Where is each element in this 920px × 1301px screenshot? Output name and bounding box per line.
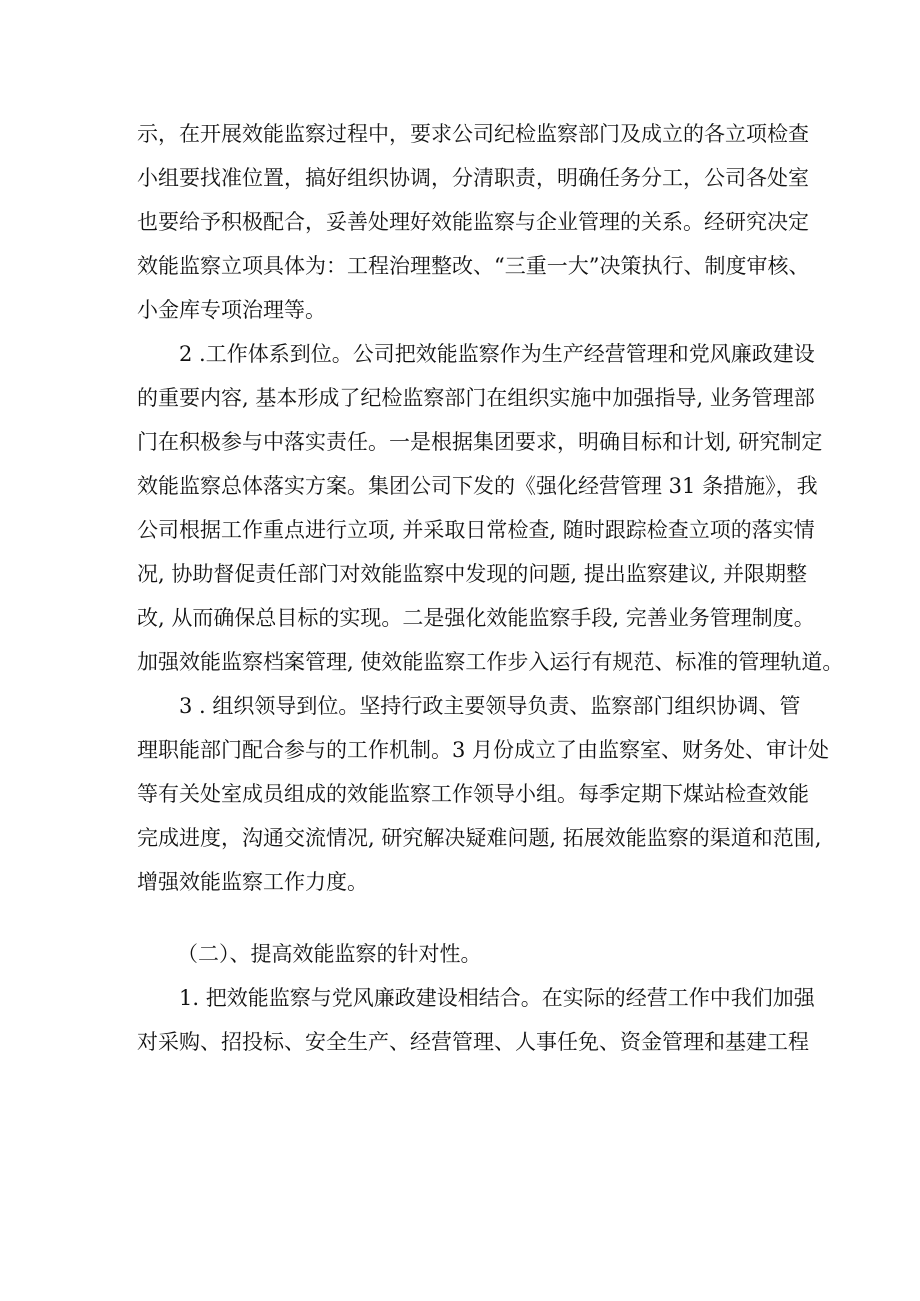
text-line: 公司根据工作重点进行立项, 并采取日常检查, 随时跟踪检查立项的落实情 xyxy=(137,518,815,542)
text-line: 的重要内容, 基本形成了纪检监察部门在组织实施中加强指导, 业务管理部 xyxy=(137,386,815,410)
heading-line: （二）、提高效能监察的针对性。 xyxy=(177,942,482,966)
text-line: 小金库专项治理等。 xyxy=(137,298,326,322)
text-line: 2 .工作体系到位。公司把效能监察作为生产经营管理和党风廉政建设 xyxy=(179,342,815,366)
text-line: 效能监察总体落实方案。集团公司下发的《强化经营管理 31 条措施》，我 xyxy=(137,474,818,498)
text-line: 示，在开展效能监察过程中，要求公司纪检监察部门及成立的各立项检查 xyxy=(137,122,809,146)
text-line: 加强效能监察档案管理, 使效能监察工作步入运行有规范、标准的管理轨道。 xyxy=(137,650,844,674)
text-line: 1. 把效能监察与党风廉政建设相结合。在实际的经营工作中我们加强 xyxy=(179,986,815,1010)
text-line: 增强效能监察工作力度。 xyxy=(137,870,368,894)
text-line: 改, 从而确保总目标的实现。二是强化效能监察手段, 完善业务管理制度。 xyxy=(137,606,815,630)
paragraph-5 xyxy=(137,976,815,1064)
paragraph-2 xyxy=(137,332,844,684)
section-gap xyxy=(137,904,792,932)
text-line: 门在积极参与中落实责任。一是根据集团要求，明确目标和计划, 研究制定 xyxy=(137,430,823,454)
paragraph-3 xyxy=(137,684,830,904)
paragraph-1 xyxy=(137,112,810,332)
text-line: 小组要找准位置，搞好组织协调，分清职责，明确任务分工，公司各处室 xyxy=(137,166,809,190)
section-heading xyxy=(137,932,792,976)
text-line: 3 . 组织领导到位。坚持行政主要领导负责、监察部门组织协调、管 xyxy=(179,694,801,718)
text-line: 对采购、招投标、安全生产、经营管理、人事任免、资金管理和基建工程 xyxy=(137,1030,809,1054)
document-body xyxy=(137,112,844,1064)
text-line: 理职能部门配合参与的工作机制。3 月份成立了由监察室、财务处、审计处 xyxy=(137,738,830,762)
text-line: 等有关处室成员组成的效能监察工作领导小组。每季定期下煤站检查效能 xyxy=(137,782,809,806)
text-line: 完成进度，沟通交流情况, 研究解决疑难问题, 拓展效能监察的渠道和范围, xyxy=(137,826,822,850)
text-line: 也要给予积极配合，妥善处理好效能监察与企业管理的关系。经研究决定 xyxy=(137,210,809,234)
text-line: 况, 协助督促责任部门对效能监察中发现的问题, 提出监察建议, 并限期整 xyxy=(137,562,808,586)
text-line: 效能监察立项具体为：工程治理整改、“三重一大”决策执行、制度审核、 xyxy=(137,254,810,278)
